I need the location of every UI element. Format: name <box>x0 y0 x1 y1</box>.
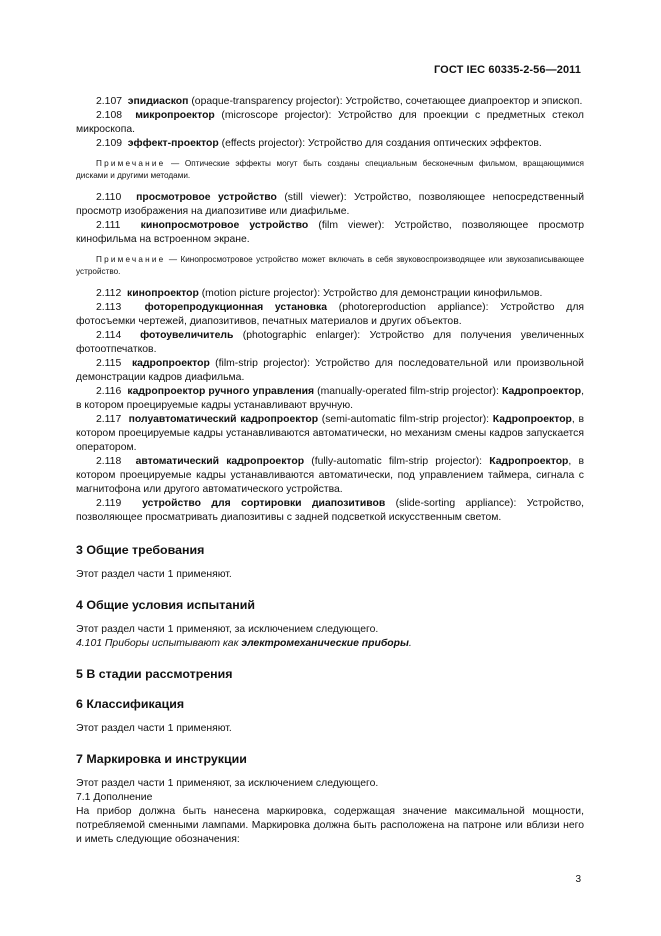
term-english: (manually-operated film-strip projector): <box>314 386 502 397</box>
section-body: Этот раздел части 1 применяют. <box>76 569 232 580</box>
term-2-119 <box>76 497 584 525</box>
term-number: 2.116 <box>96 386 122 397</box>
term-2-111 <box>76 219 584 247</box>
term-definition: (photoreproduction appliance): Устройство для фотосъемки чертежей, диапозитивов, печатных материалов и других объектов. <box>76 302 585 327</box>
term-name: кинопроектор <box>127 288 199 299</box>
term-definition: (still viewer): Устройство, позволяющее непосредственный просмотр изображения на диапозитиве или диафильме. <box>76 192 584 217</box>
term-name: фотоувеличитель <box>140 330 234 341</box>
term-number: 2.117 <box>96 414 122 425</box>
term-number: 2.112 <box>96 288 122 299</box>
term-english: (semi-automatic film-strip projector): <box>318 414 493 425</box>
term-name: полуавтоматический кадропроектор <box>128 414 319 425</box>
term-2-113 <box>76 301 584 329</box>
term-name: фоторепродукционная установка <box>144 302 328 313</box>
term-number: 2.108 <box>96 110 123 121</box>
term-number: 2.118 <box>96 456 122 467</box>
note-text: — Оптические эффекты могут быть созданы специальным бесконечным фильмом, вращающимися дисками и другими методами. <box>76 159 584 180</box>
section-body: Этот раздел части 1 применяют, за исключением следующего. <box>76 624 379 635</box>
term-reference: Кадропроектор <box>492 414 572 425</box>
subclause-end: . <box>408 638 412 649</box>
term-2-118 <box>76 455 584 497</box>
term-number: 2.111 <box>96 220 121 231</box>
term-2-109 <box>76 137 584 151</box>
note-label: Примечание <box>96 255 166 264</box>
term-2-115 <box>76 357 584 385</box>
document-content <box>76 95 584 847</box>
section-5 <box>76 667 584 681</box>
section-body: Этот раздел части 1 применяют. <box>76 723 232 734</box>
page-number: 3 <box>575 874 581 885</box>
term-name: микропроектор <box>135 110 215 121</box>
term-2-108 <box>76 109 584 137</box>
section-subclause: 7.1 Дополнение <box>76 792 153 803</box>
section-subclause <box>76 637 584 651</box>
section-body: Этот раздел части 1 применяют, за исключением следующего. <box>76 778 379 789</box>
term-definition: (effects projector): Устройство для создания оптических эффектов. <box>218 138 542 149</box>
subclause-text: 4.101 Приборы испытывают как <box>76 638 242 649</box>
term-name: кинопросмотровое устройство <box>140 220 309 231</box>
term-definition: (photographic enlarger): Устройство для получения увеличенных фотоотпечатков. <box>76 330 584 355</box>
note-2 <box>76 254 584 278</box>
term-english: (fully-automatic film-strip projector): <box>304 456 490 467</box>
term-number: 2.107 <box>96 96 123 107</box>
section-7 <box>76 752 584 847</box>
note-label: Примечание <box>96 159 166 168</box>
term-2-107 <box>76 95 584 109</box>
term-number: 2.113 <box>96 302 122 313</box>
section-3 <box>76 543 584 582</box>
section-heading: 3 Общие требования <box>76 543 205 557</box>
term-2-116 <box>76 385 584 413</box>
section-6 <box>76 697 584 736</box>
section-heading: 5 В стадии рассмотрения <box>76 667 233 681</box>
term-number: 2.115 <box>96 358 122 369</box>
term-definition: (film viewer): Устройство, позволяющее просмотр кинофильма на встроенном экране. <box>76 220 584 245</box>
term-number: 2.110 <box>96 192 122 203</box>
term-name: эффект-проектор <box>127 138 219 149</box>
term-2-114 <box>76 329 584 357</box>
term-definition: (microscope projector): Устройство для проекции с предметных стекол микроскопа. <box>76 110 584 135</box>
term-definition: , в котором проецируемые кадры устанавливают вручную. <box>76 386 584 411</box>
section-text: На прибор должна быть нанесена маркировка, содержащая значение максимальной мощности, потребляемой сменными лампами. Маркировка должна быть расположена на патроне или вблизи него и иметь следующие обозначения: <box>76 806 584 845</box>
term-number: 2.114 <box>96 330 122 341</box>
document-header: ГОСТ IEC 60335-2-56—2011 <box>433 64 581 76</box>
term-definition: (slide-sorting appliance): Устройство, позволяющее просматривать диапозитивы с задней подсветкой искусственным светом. <box>76 498 584 523</box>
term-definition: (motion picture projector): Устройство для демонстрации кинофильмов. <box>198 288 543 299</box>
term-definition: , в котором проецируемые кадры устанавливаются автоматически, но механизм смены кадров запускается оператором. <box>76 414 585 453</box>
term-name: эпидиаскоп <box>127 96 189 107</box>
term-definition: , в котором проецируемые кадры устанавливаются автоматически, под управлением таймера, сигнала с магнитофона или другого автоматического устройства. <box>76 456 584 495</box>
term-definition: (film-strip projector): Устройство для последовательной или произвольной демонстрации кадров диафильма. <box>76 358 584 383</box>
term-name: кадропроектор <box>131 358 210 369</box>
term-reference: Кадропроектор <box>501 386 582 397</box>
section-heading: 7 Маркировка и инструкции <box>76 752 247 766</box>
section-heading: 4 Общие условия испытаний <box>76 598 255 612</box>
term-2-117 <box>76 413 584 455</box>
term-name: автоматический кадропроектор <box>135 456 305 467</box>
term-name: кадропроектор ручного управления <box>127 386 315 397</box>
term-reference: Кадропроектор <box>489 456 569 467</box>
note-1 <box>76 158 584 182</box>
term-name: просмотровое устройство <box>136 192 277 203</box>
term-2-110 <box>76 191 584 219</box>
term-name: устройство для сортировки диапозитивов <box>142 498 386 509</box>
section-heading: 6 Классификация <box>76 697 185 711</box>
term-2-112 <box>76 287 584 301</box>
subclause-bold: электромеханические приборы <box>241 638 409 649</box>
term-number: 2.109 <box>96 138 123 149</box>
note-text: — Кинопросмотровое устройство может включать в себя звуковоспроизводящее или звукозаписывающее устройство. <box>76 255 584 276</box>
term-definition: (opaque-transparency projector): Устройство, сочетающее диапроектор и эпископ. <box>188 96 583 107</box>
section-4 <box>76 598 584 651</box>
term-number: 2.119 <box>96 498 122 509</box>
